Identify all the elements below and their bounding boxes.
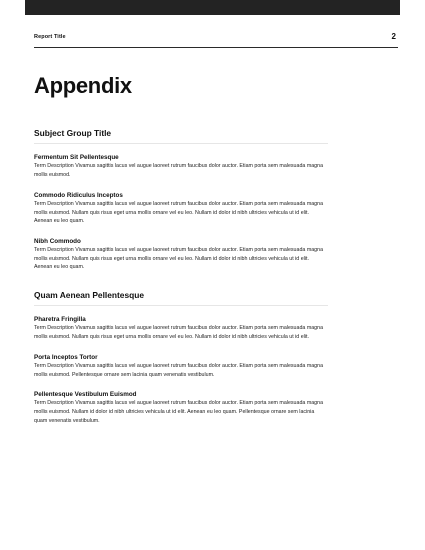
term-entry <box>34 154 328 179</box>
term-name: Porta Inceptos Tortor <box>34 354 98 362</box>
term-description: Term Description Vivamus sagittis lacus vel augue laoreet rutrum faucibus dolor auctor. Etiam porta sem malesuada magna mollis euismod. <box>34 163 324 178</box>
term-description: Term Description Vivamus sagittis lacus vel augue laoreet rutrum faucibus dolor auctor. Etiam porta sem malesuada magna mollis euismod. Nullam quis risus eget urna mollis ornare vel eu leo. Nullam id dolor id nibh ultricies vehicula ut id elit. Aenean eu leo quam. <box>34 246 324 271</box>
term-name: Nibh Commodo <box>34 237 81 245</box>
subject-group <box>34 290 328 425</box>
term-entry <box>34 316 328 341</box>
term-description: Term Description Vivamus sagittis lacus vel augue laoreet rutrum faucibus dolor auctor. Etiam porta sem malesuada magna mollis euismod. Nullam quis risus eget urna mollis ornare vel eu leo. Nullam id dolor id nibh ultricies vehicula ut id elit. <box>34 325 324 340</box>
top-bar <box>25 0 400 15</box>
term-description: Term Description Vivamus sagittis lacus vel augue laoreet rutrum faucibus dolor auctor. Etiam porta sem malesuada magna mollis euismod. Pellentesque ornare sem lacinia quam venenatis vestibulum. <box>34 363 324 378</box>
group-title: Quam Aenean Pellentesque <box>34 290 328 306</box>
term-name: Pellentesque Vestibulum Euismod <box>34 391 137 399</box>
term-entry <box>34 354 328 379</box>
page-heading: Appendix <box>34 73 132 98</box>
page-header <box>34 33 398 48</box>
term-name: Fermentum Sit Pellentesque <box>34 154 119 161</box>
group-title: Subject Group Title <box>34 128 328 144</box>
term-entry <box>34 391 328 425</box>
term-entry <box>34 192 328 226</box>
term-entry <box>34 238 328 272</box>
term-name: Pharetra Fringilla <box>34 316 86 323</box>
page-number: 2 <box>391 32 396 41</box>
subject-group <box>34 128 328 272</box>
term-description: Term Description Vivamus sagittis lacus vel augue laoreet rutrum faucibus dolor auctor. Etiam porta sem malesuada magna mollis euismod. Nullam id dolor id nibh ultricies vehicula ut id elit. Aenean eu leo quam. Pellentesque ornare sem lacinia quam venenatis vestibulum. <box>34 400 324 424</box>
term-description: Term Description Vivamus sagittis lacus vel augue laoreet rutrum faucibus dolor auctor. Etiam porta sem malesuada magna mollis euismod. Nullam quis risus eget urna mollis ornare vel eu leo. Nullam id dolor id nibh ultricies vehicula ut id elit. Aenean eu leo quam. <box>34 201 324 225</box>
report-title: Report Title <box>34 34 66 40</box>
term-name: Commodo Ridiculus Inceptos <box>34 192 123 200</box>
